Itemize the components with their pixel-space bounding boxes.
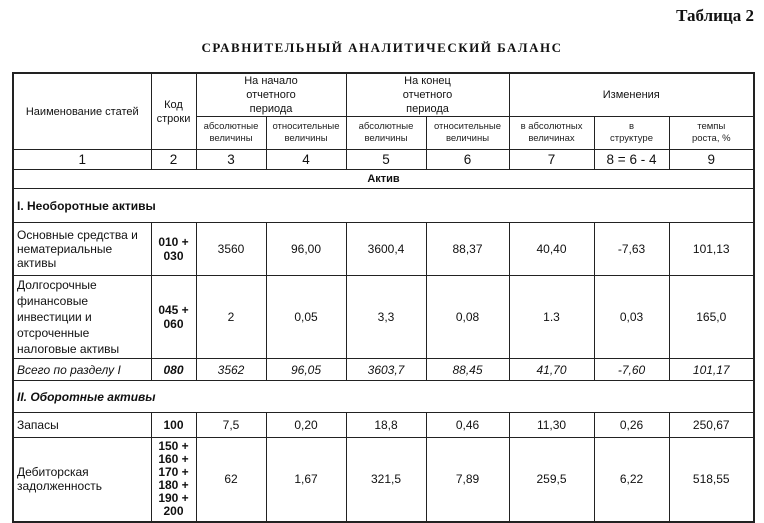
cell: 0,08 bbox=[426, 276, 509, 359]
column-number: 1 bbox=[13, 150, 151, 170]
cell: 18,8 bbox=[346, 413, 426, 438]
cell: 3,3 bbox=[346, 276, 426, 359]
cell: 165,0 bbox=[669, 276, 754, 359]
cell: -7,63 bbox=[594, 223, 669, 276]
document-title: СРАВНИТЕЛЬНЫЙ АНАЛИТИЧЕСКИЙ БАЛАНС bbox=[201, 40, 563, 55]
cell: 7,89 bbox=[426, 438, 509, 522]
row-code: 045 + 060 bbox=[151, 276, 196, 359]
row-code: 100 bbox=[151, 413, 196, 438]
header-code: Код строки bbox=[151, 73, 196, 150]
column-number: 2 bbox=[151, 150, 196, 170]
row-name: Долгосрочные финансовые инвестиции и отсроченные налоговые активы bbox=[13, 276, 151, 359]
cell: 259,5 bbox=[509, 438, 594, 522]
row-name: Всего по разделу I bbox=[13, 359, 151, 381]
section-aktiv: Актив bbox=[13, 170, 754, 189]
comparative-balance-table bbox=[12, 72, 755, 523]
cell: 0,05 bbox=[266, 276, 346, 359]
column-number: 8 = 6 - 4 bbox=[594, 150, 669, 170]
column-number: 3 bbox=[196, 150, 266, 170]
header-end-rel: относительные величины bbox=[426, 117, 509, 150]
row-code: 150 + 160 + 170 + 180 + 190 + 200 bbox=[151, 438, 196, 522]
row-code: 080 bbox=[151, 359, 196, 381]
cell: 1.3 bbox=[509, 276, 594, 359]
table-row bbox=[13, 413, 754, 438]
cell: 62 bbox=[196, 438, 266, 522]
cell: 40,40 bbox=[509, 223, 594, 276]
column-number: 4 bbox=[266, 150, 346, 170]
header-start-abs: абсолютные величины bbox=[196, 117, 266, 150]
table-number: Таблица 2 bbox=[676, 6, 754, 25]
cell: 101,13 bbox=[669, 223, 754, 276]
section-2-heading: II. Оборотные активы bbox=[13, 381, 754, 413]
cell: 0,03 bbox=[594, 276, 669, 359]
header-start-rel: относительные величины bbox=[266, 117, 346, 150]
column-number: 9 bbox=[669, 150, 754, 170]
column-number: 7 bbox=[509, 150, 594, 170]
cell: 1,67 bbox=[266, 438, 346, 522]
row-code: 010 + 030 bbox=[151, 223, 196, 276]
cell: 96,00 bbox=[266, 223, 346, 276]
cell: 2 bbox=[196, 276, 266, 359]
cell: 3562 bbox=[196, 359, 266, 381]
cell: 0,46 bbox=[426, 413, 509, 438]
cell: 88,45 bbox=[426, 359, 509, 381]
header-end: На конец отчетного периода bbox=[346, 73, 509, 117]
cell: 3600,4 bbox=[346, 223, 426, 276]
cell: 7,5 bbox=[196, 413, 266, 438]
header-change-structure: в структуре bbox=[594, 117, 669, 150]
table-row bbox=[13, 276, 754, 359]
cell: 96,05 bbox=[266, 359, 346, 381]
cell: 101,17 bbox=[669, 359, 754, 381]
cell: 321,5 bbox=[346, 438, 426, 522]
row-name: Дебиторская задолженность bbox=[13, 438, 151, 522]
cell: -7,60 bbox=[594, 359, 669, 381]
cell: 88,37 bbox=[426, 223, 509, 276]
row-name: Запасы bbox=[13, 413, 151, 438]
cell: 6,22 bbox=[594, 438, 669, 522]
cell: 3603,7 bbox=[346, 359, 426, 381]
table-row bbox=[13, 438, 754, 522]
column-number: 6 bbox=[426, 150, 509, 170]
table-row bbox=[13, 223, 754, 276]
row-name: Основные средства и нематериальные активы bbox=[13, 223, 151, 276]
header-change-rate: темпы роста, % bbox=[669, 117, 754, 150]
header-change-abs: в абсолютных величинах bbox=[509, 117, 594, 150]
header-start: На начало отчетного периода bbox=[196, 73, 346, 117]
cell: 250,67 bbox=[669, 413, 754, 438]
header-changes: Изменения bbox=[509, 73, 754, 117]
header-end-abs: абсолютные величины bbox=[346, 117, 426, 150]
section-1-heading: I. Необоротные активы bbox=[13, 189, 754, 223]
column-number: 5 bbox=[346, 150, 426, 170]
cell: 11,30 bbox=[509, 413, 594, 438]
header-name: Наименование статей bbox=[13, 73, 151, 150]
cell: 518,55 bbox=[669, 438, 754, 522]
cell: 0,26 bbox=[594, 413, 669, 438]
cell: 3560 bbox=[196, 223, 266, 276]
cell: 41,70 bbox=[509, 359, 594, 381]
table-row-total bbox=[13, 359, 754, 381]
cell: 0,20 bbox=[266, 413, 346, 438]
